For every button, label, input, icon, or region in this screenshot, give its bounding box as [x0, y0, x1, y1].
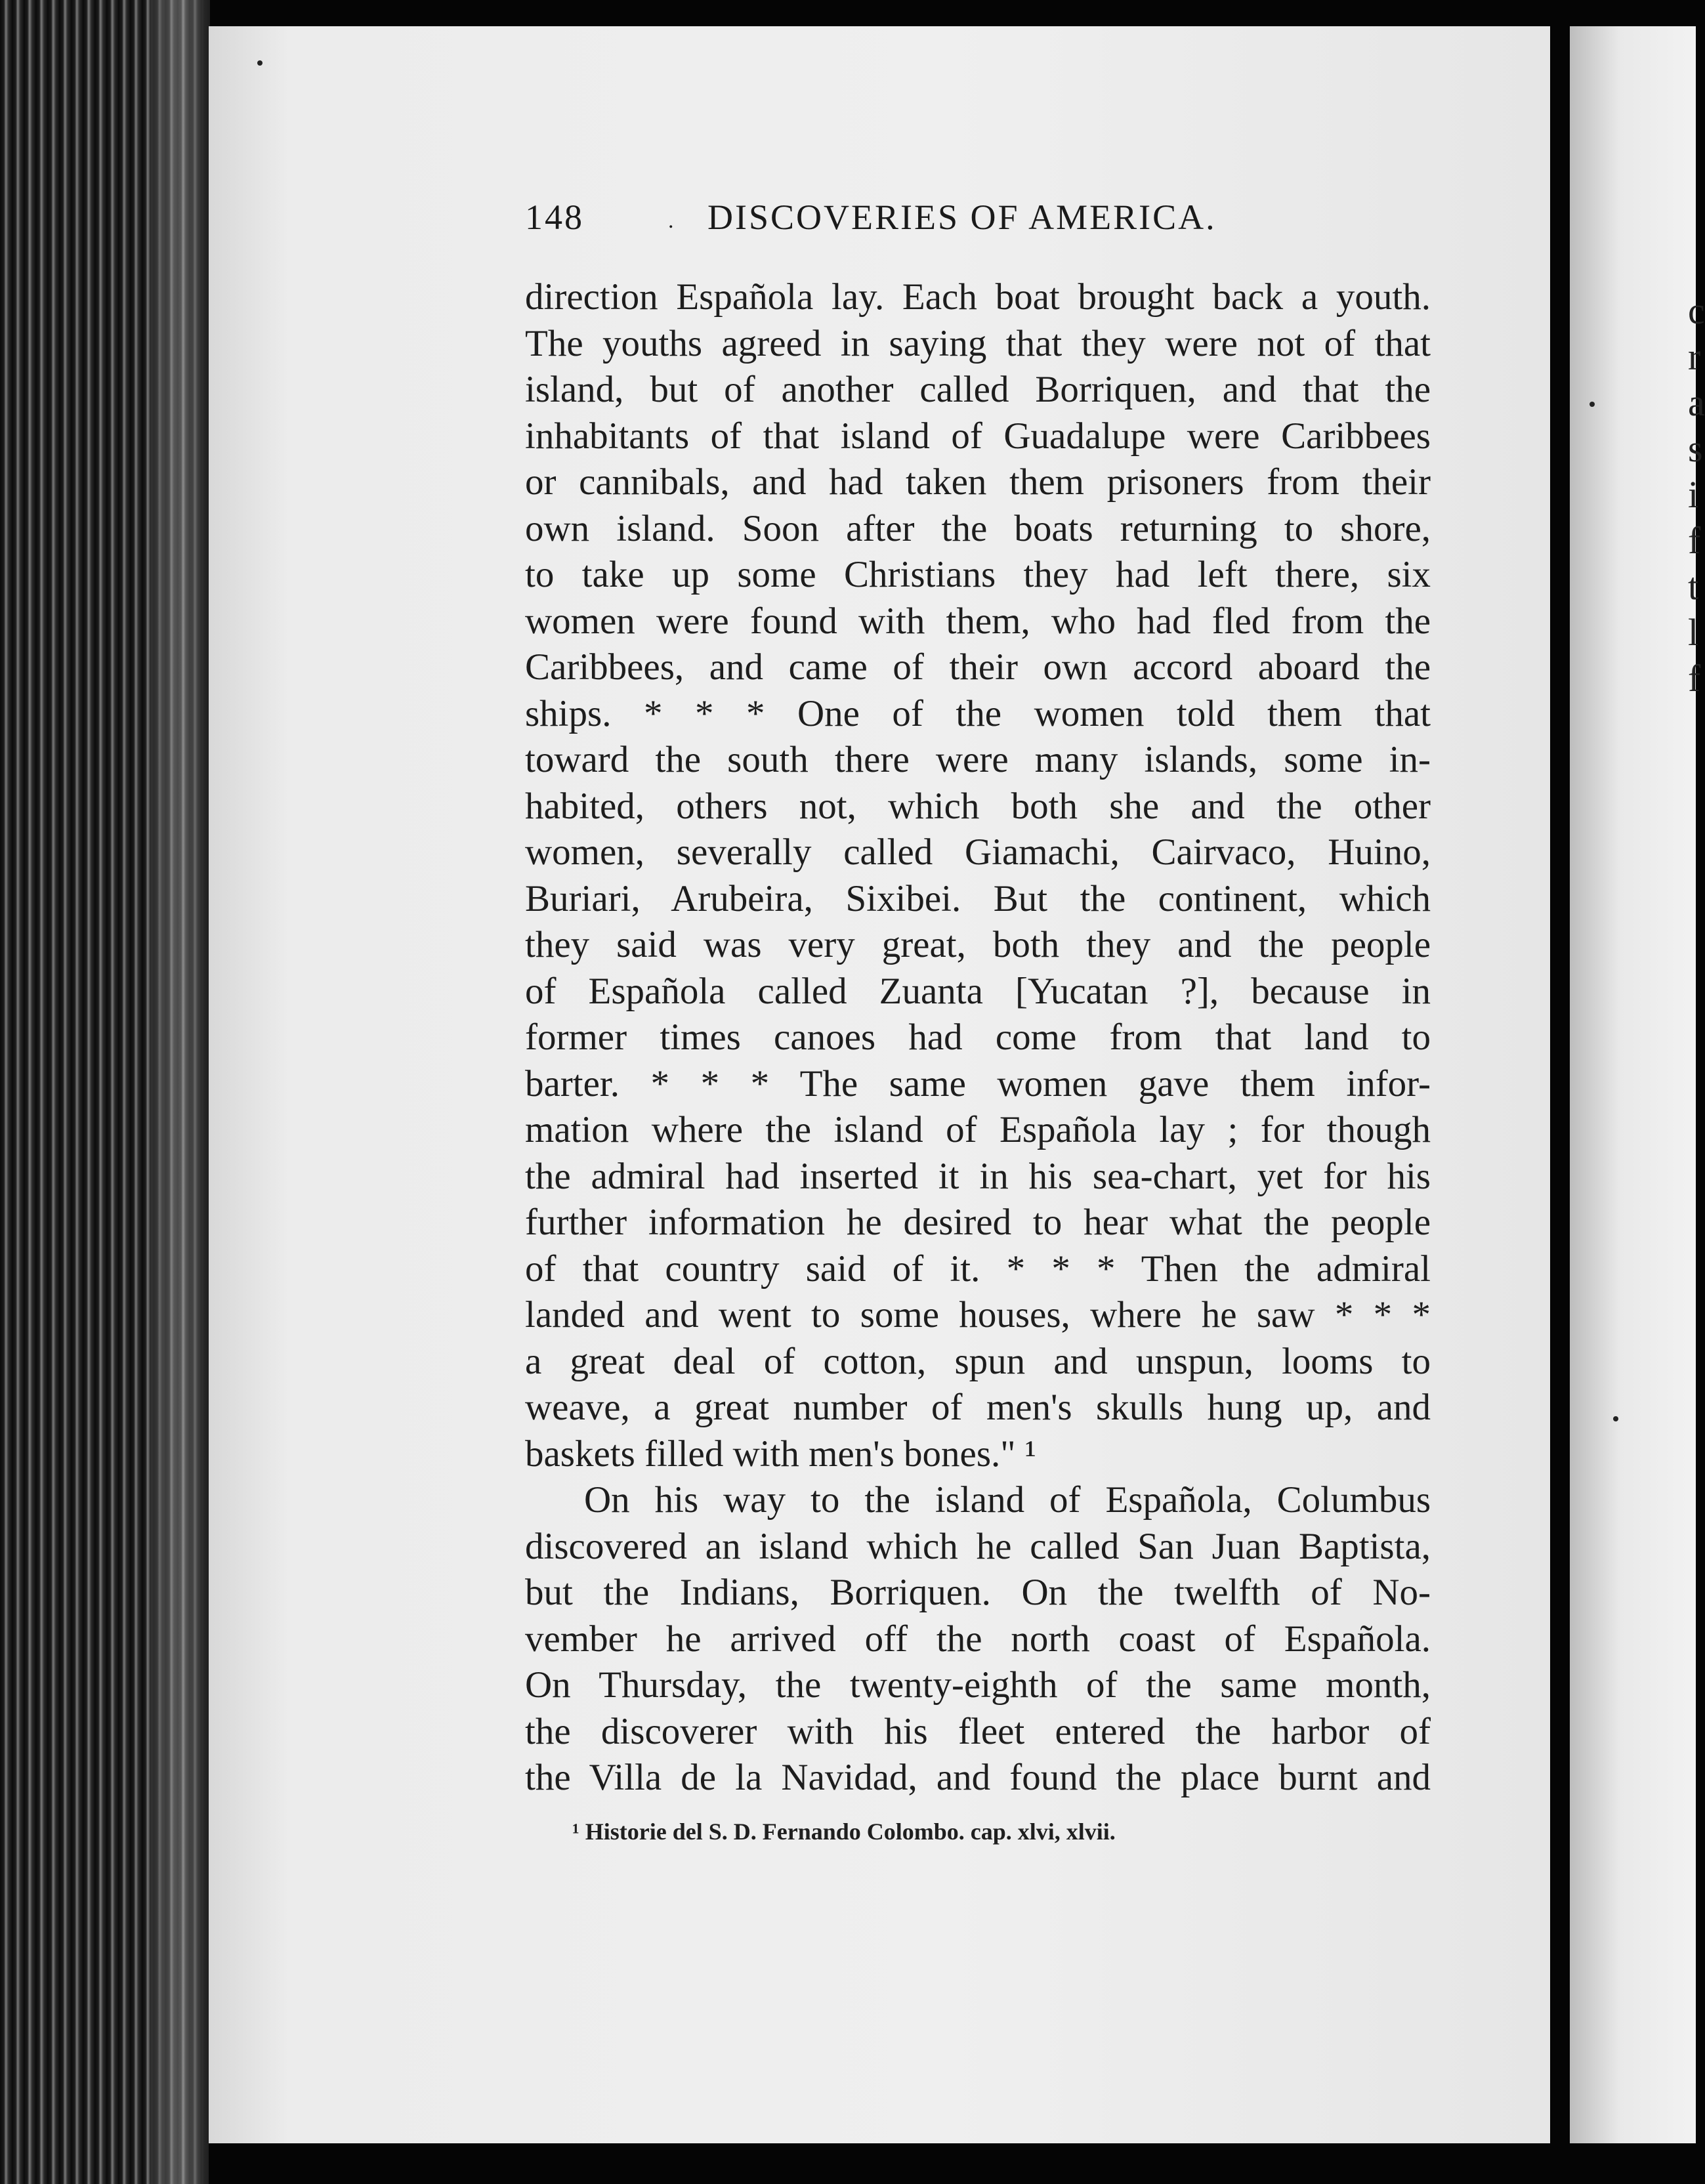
page-edges: [151, 0, 210, 2184]
scan-border: [209, 2143, 1696, 2184]
right-page-fragment: f: [1688, 519, 1701, 562]
text-line: The youths agreed in saying that they were not of that: [525, 322, 1431, 364]
text-line: island, but of another called Borriquen, and that the: [525, 369, 1431, 410]
right-page-fragment: t: [1688, 565, 1699, 608]
text-line: they said was very great, both they and the people: [525, 924, 1431, 965]
running-title: DISCOVERIES OF AMERICA.: [707, 198, 1217, 237]
page-number: 148: [525, 198, 584, 237]
text-line: On his way to the island of Española, Columbus: [584, 1479, 1431, 1521]
right-page-fragment: f: [1688, 657, 1701, 700]
text-line: of Española called Zuanta [Yucatan ?], because in: [525, 970, 1431, 1012]
text-line: vember he arrived off the north coast of Española.: [525, 1618, 1431, 1660]
text-line: Buriari, Arubeira, Sixibei. But the continent, which: [525, 877, 1431, 919]
text-line: own island. Soon after the boats returning to shore,: [525, 507, 1431, 549]
text-line: habited, others not, which both she and the other: [525, 785, 1431, 827]
right-page-fragment: s: [1688, 427, 1703, 470]
text-line: toward the south there were many islands, some in-: [525, 739, 1431, 780]
text-line: Caribbees, and came of their own accord aboard the: [525, 646, 1431, 688]
text-line: but the Indians, Borriquen. On the twelfth of No-: [525, 1572, 1431, 1613]
text-line: direction Española lay. Each boat brought back a youth.: [525, 276, 1431, 318]
text-line: or cannibals, and had taken them prisoners from their: [525, 461, 1431, 503]
scan-speck: [257, 60, 263, 66]
header-dot: .: [668, 209, 676, 233]
body-text: [525, 274, 1431, 1801]
text-line: landed and went to some houses, where he saw * * *: [525, 1294, 1431, 1335]
page-header: [525, 197, 1431, 249]
text-line: former times canoes had come from that land to: [525, 1017, 1431, 1058]
text-line: the Villa de la Navidad, and found the place burnt and: [525, 1757, 1431, 1798]
text-line: of that country said of it. * * * Then the admiral: [525, 1248, 1431, 1290]
text-line: the discoverer with his fleet entered the harbor of: [525, 1710, 1431, 1752]
text-line: baskets filled with men's bones." ¹: [525, 1433, 1036, 1475]
right-page-fragment: l: [1688, 611, 1699, 654]
right-page-fragment: a: [1688, 381, 1705, 424]
text-line: inhabitants of that island of Guadalupe were Caribbees: [525, 415, 1431, 457]
text-line: to take up some Christians they had left there, six: [525, 554, 1431, 595]
text-line: discovered an island which he called San Juan Baptista,: [525, 1525, 1431, 1567]
scan-speck: [1613, 1416, 1618, 1421]
text-line: the admiral had inserted it in his sea-chart, yet for his: [525, 1155, 1431, 1197]
text-line: women, severally called Giamachi, Cairvaco, Huino,: [525, 831, 1431, 873]
text-line: weave, a great number of men's skulls hung up, and: [525, 1387, 1431, 1428]
right-page-fragment: i: [1688, 473, 1699, 516]
text-line: further information he desired to hear what the people: [525, 1202, 1431, 1243]
scan-speck: [1589, 402, 1595, 407]
text-line: On Thursday, the twenty-eighth of the same month,: [525, 1664, 1431, 1706]
text-line: mation where the island of Española lay ; for though: [525, 1109, 1431, 1150]
right-page-fragment: r: [1688, 335, 1701, 378]
footnote: ¹ Historie del S. D. Fernando Colombo. cap. xlvi, xlvii.: [572, 1818, 1116, 1845]
right-page-edge: [1570, 26, 1705, 2143]
text-line: women were found with them, who had fled from the: [525, 600, 1431, 642]
right-page-fragment: c: [1688, 289, 1705, 332]
text-line: a great deal of cotton, spun and unspun, looms to: [525, 1340, 1431, 1382]
text-line: ships. * * * One of the women told them that: [525, 692, 1431, 734]
text-line: barter. * * * The same women gave them infor-: [525, 1062, 1431, 1104]
